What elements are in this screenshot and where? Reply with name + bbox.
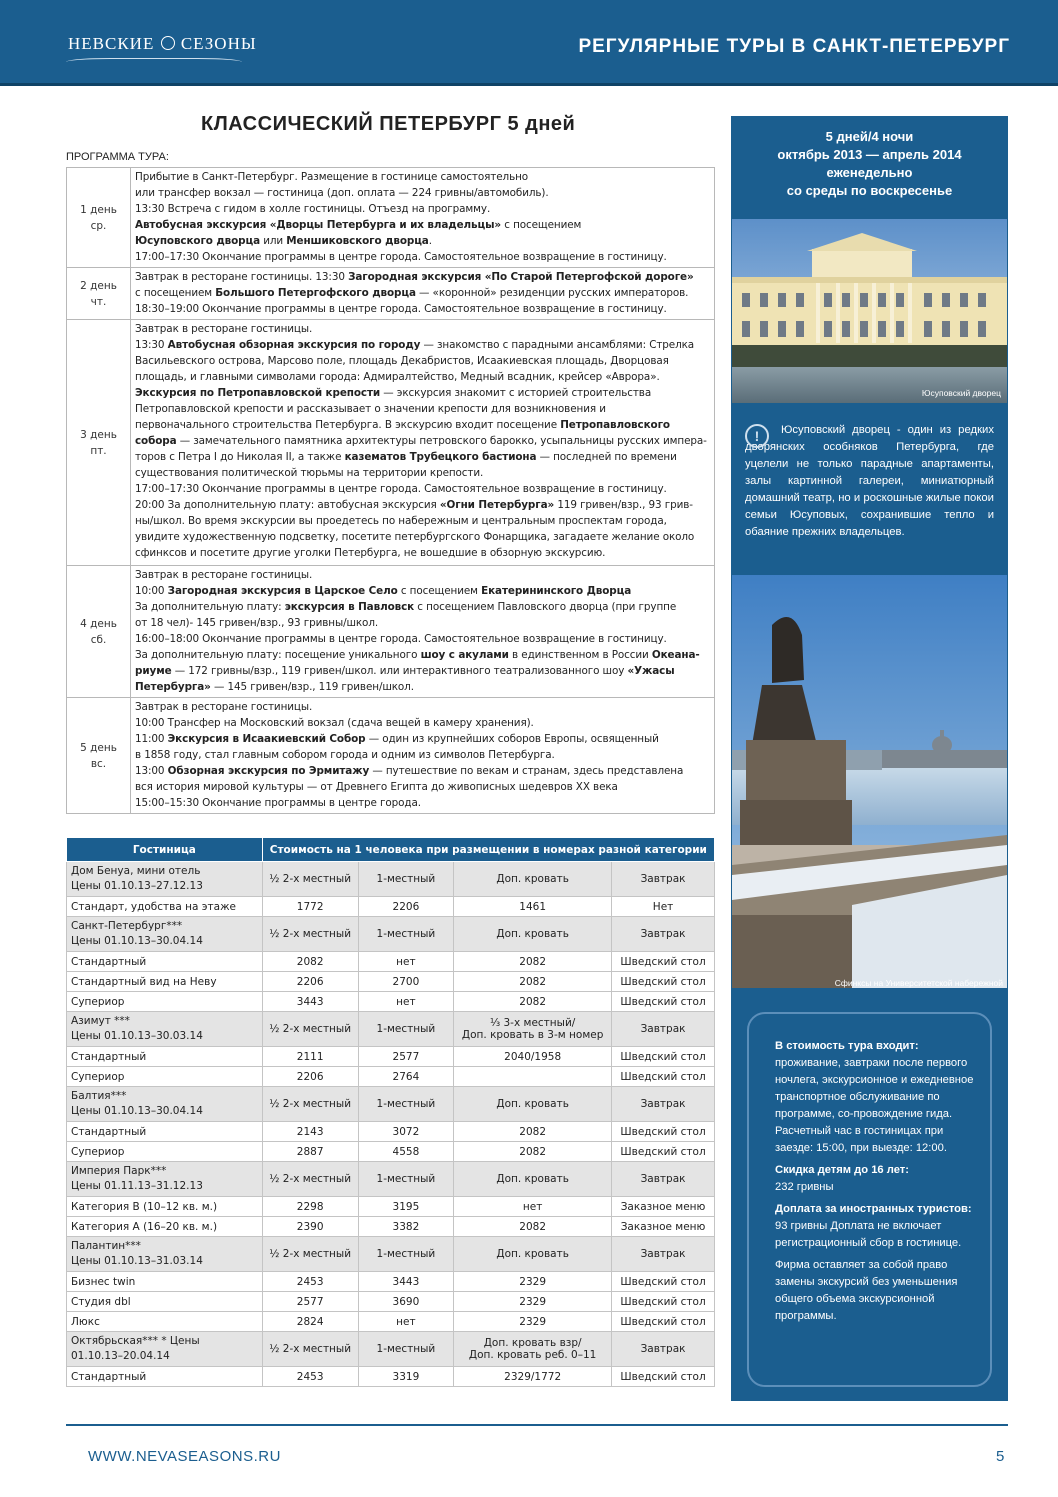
price-cell: Завтрак (612, 862, 715, 897)
price-cell: 2329 (454, 1272, 612, 1292)
price-row (67, 1122, 715, 1142)
program-line: Юсуповского дворца или Меншиковского дворца. (135, 235, 432, 247)
program-line: увидите художественную подсветку, посетите петербургского Фонарщика, загадаете желание около (135, 531, 695, 543)
program-line: Завтрак в ресторане гостиницы. 13:30 Загородная экскурсия «По Старой Петергофской дороге» (135, 271, 694, 283)
price-cell: Завтрак (612, 1162, 715, 1197)
brand-logo[interactable] (68, 34, 257, 54)
price-row (67, 1067, 715, 1087)
program-day-label: 1 день ср. (67, 168, 131, 268)
price-cell: 2453 (262, 1367, 358, 1387)
price-row (67, 1217, 715, 1237)
price-cell: 1-местный (358, 1162, 454, 1197)
program-line: За дополнительную плату: посещение уникального шоу с акулами в единственном в России Океана- (135, 649, 700, 661)
footer-website-link[interactable]: WWW.NEVASEASONS.RU (88, 1448, 281, 1465)
program-line: 13:00 Обзорная экскурсия по Эрмитажу — путешествие по векам и странам, здесь представлена (135, 765, 684, 777)
price-cell: 3195 (358, 1197, 454, 1217)
hotel-name-cell: Дом Бенуа, мини отель Цены 01.10.13–27.12.13 (67, 862, 263, 897)
price-cell: 3072 (358, 1122, 454, 1142)
tour-period: октябрь 2013 — апрель 2014 (777, 147, 962, 162)
price-cell: нет (358, 1312, 454, 1332)
program-line: 17:00–17:30 Окончание программы в центре города. Самостоятельное возвращение в гостиницу. (135, 251, 667, 263)
program-day-row (67, 168, 715, 268)
page-header (0, 0, 1058, 86)
program-line: существования политической тюрьмы на территории крепости. (135, 467, 484, 479)
hotel-header-row (67, 1237, 715, 1272)
room-type-cell: Категория B (10–12 кв. м.) (67, 1197, 263, 1217)
price-cell: ½ 2-х местный (262, 1087, 358, 1122)
price-cell: 2082 (262, 952, 358, 972)
price-cell: 2577 (358, 1047, 454, 1067)
price-cell (454, 1067, 612, 1087)
price-row (67, 952, 715, 972)
price-cell: 2206 (262, 1067, 358, 1087)
program-line: торов с Петра I до Николая II, а также казематов Трубецкого бастиона — последней по времени (135, 451, 677, 463)
emphasis: Экскурсия по Петропавловской крепости (135, 387, 381, 399)
program-day-row (67, 268, 715, 320)
program-line: 13:30 Встреча с гидом в холле гостиницы. Отъезд на программу. (135, 203, 491, 215)
emphasis: Юсуповского дворца (135, 235, 261, 247)
hotel-header-row (67, 862, 715, 897)
price-cell: 1-местный (358, 1012, 454, 1047)
price-cell: 3690 (358, 1292, 454, 1312)
program-line: в 1858 году, стал главным собором города и одним из символов Петербурга. (135, 749, 555, 761)
price-cell: 2040/1958 (454, 1047, 612, 1067)
program-line: 18:30–19:00 Окончание программы в центре города. Самостоятельное возвращение в гостиницу. (135, 303, 667, 315)
price-cell: ½ 2-х местный (262, 1237, 358, 1272)
foreign-title: Доплата за иностранных туристов: (775, 1203, 972, 1215)
program-day-row (67, 698, 715, 814)
program-line: Васильевского острова, Марсово поле, площадь Декабристов, Исаакиевская площадь, Дворцовая (135, 355, 669, 367)
program-line: 10:00 Загородная экскурсия в Царское Село с посещением Екатерининского Дворца (135, 585, 632, 597)
palace-fact-text: Юсуповский дворец - один из редких дворянских особняков Петербурга, где уцелели не только парадные апартаменты, залы картинной галереи, миниатюрный домашний театр, но и роскошные жилые покои семьи Юсуповых, сохранившие тепло и обаяние прежних владельцев. (745, 424, 994, 538)
price-cell: Шведский стол (612, 1272, 715, 1292)
price-cell: 2577 (262, 1292, 358, 1312)
tour-days: со среды по воскресенье (786, 183, 953, 198)
price-cell: 2700 (358, 972, 454, 992)
program-line: За дополнительную плату: экскурсия в Павловск с посещением Павловского дворца (при группе (135, 601, 677, 613)
price-cell: 1-местный (358, 1237, 454, 1272)
program-line: Завтрак в ресторане гостиницы. (135, 569, 313, 581)
room-type-cell: Супериор (67, 1142, 263, 1162)
price-row (67, 992, 715, 1012)
price-cell: Шведский стол (612, 1142, 715, 1162)
room-type-cell: Категория A (16–20 кв. м.) (67, 1217, 263, 1237)
price-cell: Завтрак (612, 1012, 715, 1047)
price-cell: 3443 (262, 992, 358, 1012)
price-cell: Заказное меню (612, 1197, 715, 1217)
price-cell: ½ 2-х местный (262, 1162, 358, 1197)
hotel-name-cell: Азимут *** Цены 01.10.13–30.03.14 (67, 1012, 263, 1047)
price-cell: 2824 (262, 1312, 358, 1332)
price-cell: 1-местный (358, 1087, 454, 1122)
program-line: площадь, и главными символами города: Адмиралтейство, Медный всадник, крейсер «Аврора». (135, 371, 660, 383)
logo-swoosh (66, 58, 242, 66)
price-row (67, 1367, 715, 1387)
logo-ring-icon (161, 36, 175, 50)
price-cell: ⅓ 3-х местный/ Доп. кровать в 3-м номер (454, 1012, 612, 1047)
hotel-name-cell: Октябрьская*** * Цены 01.10.13–20.04.14 (67, 1332, 263, 1367)
room-type-cell: Стандарт, удобства на этаже (67, 897, 263, 917)
price-row (67, 1312, 715, 1332)
emphasis: «Ужасы (627, 665, 675, 677)
price-cell: Доп. кровать (454, 1237, 612, 1272)
price-cell: Шведский стол (612, 972, 715, 992)
price-header-row (67, 838, 715, 862)
price-cell: Шведский стол (612, 1067, 715, 1087)
price-cell: 2082 (454, 1142, 612, 1162)
price-cell: 2298 (262, 1197, 358, 1217)
program-day-label: 3 день пт. (67, 320, 131, 566)
emphasis: Петропавловского (560, 419, 670, 431)
program-day-row (67, 566, 715, 698)
emphasis: Автобусная обзорная экскурсия по городу (167, 339, 421, 351)
program-line: Петропавловской крепости и рассказывает о значении крепости для возникновения и (135, 403, 606, 415)
price-cell: 2329/1772 (454, 1367, 612, 1387)
price-cell: 2206 (358, 897, 454, 917)
page-title: КЛАССИЧЕСКИЙ ПЕТЕРБУРГ 5 дней (201, 113, 576, 135)
included-text: проживание, завтраки после первого ночлега, экскурсионное и ежедневное транспортное обслуживание по программе, со-провождение гида. Расчетный час в гостиницах при заезде: 15:00, при выезде: 12:00. (775, 1057, 974, 1154)
program-line: сфинксов и посетите другие уголки Петербурга, не вошедшие в обзорную экскурсию. (135, 547, 606, 559)
room-type-cell: Люкс (67, 1312, 263, 1332)
price-cell: 2390 (262, 1217, 358, 1237)
price-cell: 1-местный (358, 917, 454, 952)
emphasis: риуме (135, 665, 172, 677)
price-cell: ½ 2-х местный (262, 1332, 358, 1367)
exclamation-icon: ! (745, 424, 769, 448)
program-line: 17:00–17:30 Окончание программы в центре города. Самостоятельное возвращение в гостиницу. (135, 483, 667, 495)
foreign-section (775, 1201, 975, 1252)
program-line: 13:30 Автобусная обзорная экскурсия по городу — знакомство с парадными ансамблями: Стрелка (135, 339, 695, 351)
price-cell: Шведский стол (612, 1367, 715, 1387)
price-cell: 3382 (358, 1217, 454, 1237)
price-cell: 2329 (454, 1312, 612, 1332)
program-day-text (131, 566, 715, 698)
price-cell: Шведский стол (612, 1292, 715, 1312)
price-cell: Доп. кровать (454, 1087, 612, 1122)
emphasis: Загородная экскурсия в Царское Село (167, 585, 398, 597)
price-row (67, 1142, 715, 1162)
price-row (67, 972, 715, 992)
program-day-text (131, 168, 715, 268)
sphinx-photo (732, 575, 1007, 988)
tour-duration: 5 дней/4 ночи (825, 129, 914, 144)
photo1-caption: Юсуповский дворец (921, 388, 1001, 398)
price-cell: 2082 (454, 1217, 612, 1237)
price-cell: Шведский стол (612, 992, 715, 1012)
price-cell: Шведский стол (612, 1312, 715, 1332)
page-number: 5 (996, 1448, 1005, 1465)
tour-frequency: еженедельно (826, 165, 913, 180)
price-cell: 2082 (454, 1122, 612, 1142)
room-type-cell: Стандартный (67, 1367, 263, 1387)
program-line: собора — замечательного памятника архитектуры петровского барокко, усыпальницы русских импера- (135, 435, 707, 447)
price-cell: Доп. кровать (454, 917, 612, 952)
emphasis: Петербурга» (135, 681, 211, 693)
price-cell: нет (358, 992, 454, 1012)
program-label: ПРОГРАММА ТУРА: (66, 151, 169, 163)
room-type-cell: Стандартный (67, 1122, 263, 1142)
price-cell: 2453 (262, 1272, 358, 1292)
program-day-row (67, 320, 715, 566)
program-line: Экскурсия по Петропавловской крепости — экскурсия знакомит с историей строительства (135, 387, 652, 399)
hotel-header-row (67, 1162, 715, 1197)
emphasis: Автобусная экскурсия «Дворцы Петербурга и их владельцы» (135, 219, 502, 231)
price-cell: 2143 (262, 1122, 358, 1142)
program-line: Петербурга» — 145 гривен/взр., 119 гривен/школ. (135, 681, 414, 693)
room-type-cell: Бизнес twin (67, 1272, 263, 1292)
program-table (66, 167, 715, 814)
program-line: 10:00 Трансфер на Московский вокзал (сдача вещей в камеру хранения). (135, 717, 534, 729)
price-cell: Шведский стол (612, 952, 715, 972)
price-row (67, 897, 715, 917)
price-cell: Завтрак (612, 1332, 715, 1367)
included-section (775, 1038, 975, 1157)
kids-text: 232 гривны (775, 1181, 834, 1193)
program-line: с посещением Большого Петергофского дворца — «коронной» резиденции русских императоров. (135, 287, 689, 299)
emphasis: Екатерининского Дворца (481, 585, 632, 597)
price-cell: Завтрак (612, 917, 715, 952)
price-cell: 3443 (358, 1272, 454, 1292)
emphasis: казематов Трубецкого бастиона (344, 451, 537, 463)
price-cell: 2082 (454, 972, 612, 992)
room-type-cell: Супериор (67, 1067, 263, 1087)
price-cell: 1772 (262, 897, 358, 917)
price-cell: 2082 (454, 952, 612, 972)
room-type-cell: Стандартный (67, 1047, 263, 1067)
logo-text-right: СЕЗОНЫ (180, 34, 257, 53)
hotel-name-cell: Балтия*** Цены 01.10.13–30.04.14 (67, 1087, 263, 1122)
program-day-label: 2 день чт. (67, 268, 131, 320)
program-line: Завтрак в ресторане гостиницы. (135, 323, 313, 335)
program-day-text (131, 268, 715, 320)
photo2-caption: Сфинксы на Университетской набережной (834, 978, 1003, 988)
price-row (67, 1272, 715, 1292)
hotel-name-cell: Империя Парк*** Цены 01.11.13–31.12.13 (67, 1162, 263, 1197)
price-cell: Доп. кровать взр/ Доп. кровать реб. 0–11 (454, 1332, 612, 1367)
room-type-cell: Студия dbl (67, 1292, 263, 1312)
logo-text-left: НЕВСКИЕ (68, 34, 155, 53)
price-row (67, 1292, 715, 1312)
price-cell: 1-местный (358, 1332, 454, 1367)
price-cell: Заказное меню (612, 1217, 715, 1237)
price-cell: 2764 (358, 1067, 454, 1087)
price-cell: Завтрак (612, 1237, 715, 1272)
foreign-text: 93 гривны Доплата не включает регистрационный сбор в гостинице. (775, 1220, 962, 1249)
hotel-name-cell: Палантин*** Цены 01.10.13–31.03.14 (67, 1237, 263, 1272)
kids-section (775, 1162, 975, 1196)
price-cell: 4558 (358, 1142, 454, 1162)
emphasis: «Огни Петербурга» (439, 499, 555, 511)
palace-fact (745, 422, 994, 541)
hotel-header-row (67, 1012, 715, 1047)
program-day-label: 4 день сб. (67, 566, 131, 698)
emphasis: Загородная экскурсия «По Старой Петергофской дороге» (348, 271, 694, 283)
program-day-text (131, 698, 715, 814)
room-type-cell: Стандартный вид на Неву (67, 972, 263, 992)
emphasis: Большого Петергофского дворца (215, 287, 416, 299)
price-header-hotel: Гостиница (67, 838, 263, 862)
program-line: 16:00–18:00 Окончание программы в центре города. Самостоятельное возвращение в гостиницу. (135, 633, 667, 645)
hotel-header-row (67, 1087, 715, 1122)
yusupov-palace-photo (732, 219, 1007, 403)
price-cell: Доп. кровать (454, 862, 612, 897)
program-line: Автобусная экскурсия «Дворцы Петербурга и их владельцы» с посещением (135, 219, 582, 231)
emphasis: шоу с акулами (420, 649, 509, 661)
program-line: или трансфер вокзал — гостиница (доп. оплата — 224 гривны/автомобиль). (135, 187, 549, 199)
emphasis: Океана- (651, 649, 700, 661)
room-type-cell: Стандартный (67, 952, 263, 972)
emphasis: экскурсия в Павловск (284, 601, 415, 613)
program-line: 20:00 За дополнительную плату: автобусная экскурсия «Огни Петербурга» 119 гривен/взр., 93 грив- (135, 499, 693, 511)
price-cell: нет (454, 1197, 612, 1217)
price-cell: нет (358, 952, 454, 972)
program-line: первоначального строительства Петербурга. В экскурсию входит посещение Петропавловского (135, 419, 670, 431)
price-row (67, 1197, 715, 1217)
emphasis: собора (135, 435, 177, 447)
price-cell: Шведский стол (612, 1047, 715, 1067)
price-header-cost: Стоимость на 1 человека при размещении в номерах разной категории (262, 838, 714, 862)
hotel-name-cell: Санкт-Петербург*** Цены 01.10.13–30.04.14 (67, 917, 263, 952)
footer-divider (66, 1424, 1008, 1426)
price-cell: 1461 (454, 897, 612, 917)
price-cell: 2082 (454, 992, 612, 1012)
price-cell: 3319 (358, 1367, 454, 1387)
emphasis: Обзорная экскурсия по Эрмитажу (167, 765, 370, 777)
price-row (67, 1047, 715, 1067)
included-title: В стоимость тура входит: (775, 1040, 919, 1052)
price-cell: Нет (612, 897, 715, 917)
hotel-header-row (67, 1332, 715, 1367)
price-cell: ½ 2-х местный (262, 862, 358, 897)
program-line: ны/школ. Во время экскурсии вы проедетесь по набережным и центральным проспектам города, (135, 515, 667, 527)
price-cell: ½ 2-х местный (262, 1012, 358, 1047)
program-line: вся история мировой культуры — от Древнего Египта до живописных шедевров XX века (135, 781, 618, 793)
price-cell: Завтрак (612, 1087, 715, 1122)
room-type-cell: Супериор (67, 992, 263, 1012)
price-table (66, 837, 715, 1387)
price-cell: 2887 (262, 1142, 358, 1162)
program-line: Завтрак в ресторане гостиницы. (135, 701, 313, 713)
program-day-text (131, 320, 715, 566)
price-cell: 2111 (262, 1047, 358, 1067)
disclaimer: Фирма оставляет за собой право замены экскурсий без уменьшения общего объема экскурсионной программы. (775, 1259, 958, 1322)
program-line: Прибытие в Санкт-Петербург. Размещение в гостинице самостоятельно (135, 171, 529, 183)
emphasis: Меншиковского дворца (286, 235, 429, 247)
sidebar (731, 116, 1008, 1401)
price-cell: Шведский стол (612, 1122, 715, 1142)
price-cell: 1-местный (358, 862, 454, 897)
price-cell: 2206 (262, 972, 358, 992)
program-line: от 18 чел)- 145 гривен/взр., 93 гривны/школ. (135, 617, 379, 629)
price-cell: ½ 2-х местный (262, 917, 358, 952)
header-title: РЕГУЛЯРНЫЕ ТУРЫ В САНКТ-ПЕТЕРБУРГ (578, 36, 1010, 57)
kids-title: Скидка детям до 16 лет: (775, 1164, 909, 1176)
hotel-header-row (67, 917, 715, 952)
tour-summary (731, 128, 1008, 200)
price-cell: 2329 (454, 1292, 612, 1312)
emphasis: Экскурсия в Исаакиевский Собор (167, 733, 366, 745)
included-box (747, 1012, 992, 1387)
program-day-label: 5 день вс. (67, 698, 131, 814)
program-line: риуме — 172 гривны/взр., 119 гривен/школ. или интерактивного театрализованного шоу «Ужасы (135, 665, 675, 677)
program-line: 15:00–15:30 Окончание программы в центре города. (135, 797, 421, 809)
price-cell: Доп. кровать (454, 1162, 612, 1197)
program-line: 11:00 Экскурсия в Исаакиевский Собор — один из крупнейших соборов Европы, освященный (135, 733, 659, 745)
